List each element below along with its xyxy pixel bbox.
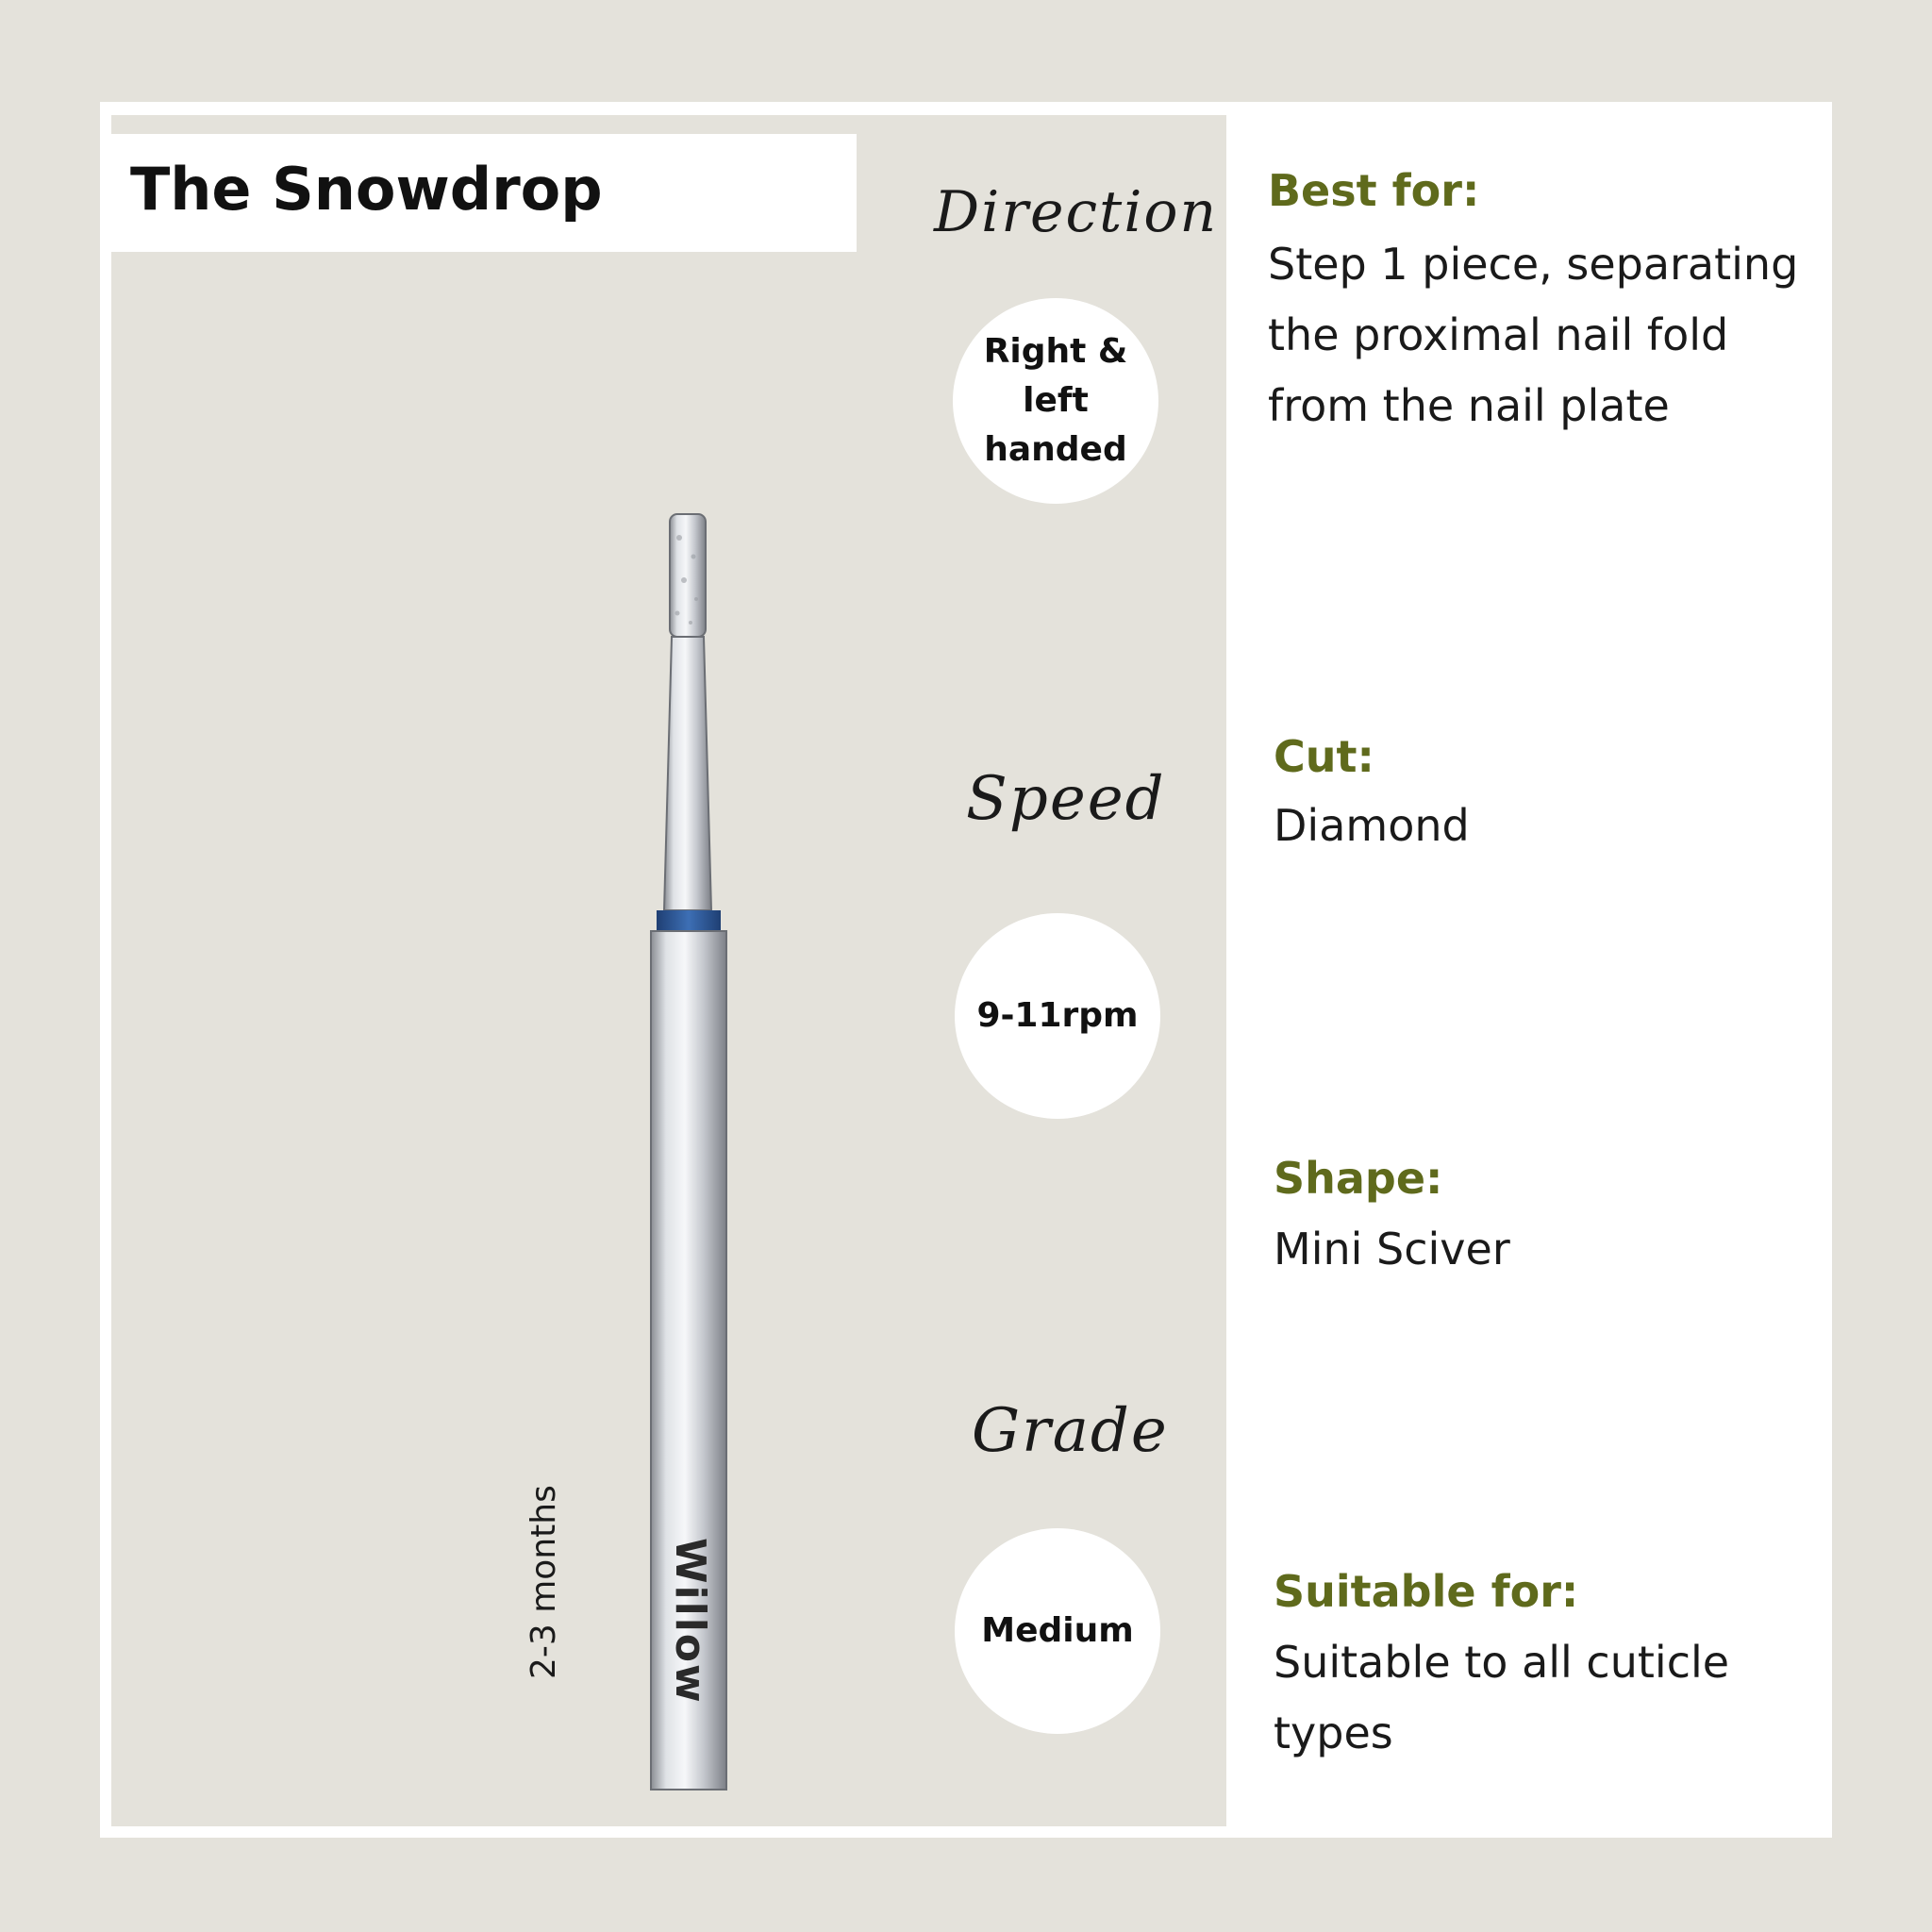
drill-bit-image (641, 509, 755, 1792)
direction-value-line2: handed (984, 430, 1127, 469)
brand-engraving: Willow (666, 1538, 714, 1705)
grade-badge (955, 1528, 1160, 1734)
suitable-for-line1: Suitable to all cuticle (1274, 1637, 1730, 1688)
suitable-for-value (1274, 1627, 1729, 1769)
speed-value: 9-11rpm (976, 996, 1139, 1035)
cut-value: Diamond (1274, 800, 1470, 851)
speed-heading: Speed (966, 764, 1166, 834)
best-for-value (1268, 229, 1798, 441)
direction-badge (953, 298, 1158, 504)
shape-label: Shape: (1274, 1153, 1443, 1204)
shape-value: Mini Sciver (1274, 1224, 1510, 1274)
suitable-for-line2: types (1274, 1707, 1393, 1758)
cut-label: Cut: (1274, 731, 1374, 782)
best-for-line1: Step 1 piece, separating (1268, 239, 1799, 290)
direction-heading: Direction (934, 179, 1219, 245)
bit-head (670, 514, 706, 637)
grade-heading: Grade (972, 1396, 1169, 1466)
suitable-for-label: Suitable for: (1274, 1566, 1579, 1617)
bit-neck (664, 637, 711, 910)
grade-band (657, 910, 721, 931)
lifespan-label: 2-3 months (525, 1485, 563, 1679)
product-title: The Snowdrop (130, 155, 603, 224)
best-for-label: Best for: (1268, 165, 1480, 216)
grade-value: Medium (981, 1611, 1134, 1650)
direction-value-line1: Right & left (983, 332, 1128, 420)
speed-badge (955, 913, 1160, 1119)
best-for-line3: from the nail plate (1268, 380, 1670, 431)
best-for-line2: the proximal nail fold (1268, 309, 1729, 360)
